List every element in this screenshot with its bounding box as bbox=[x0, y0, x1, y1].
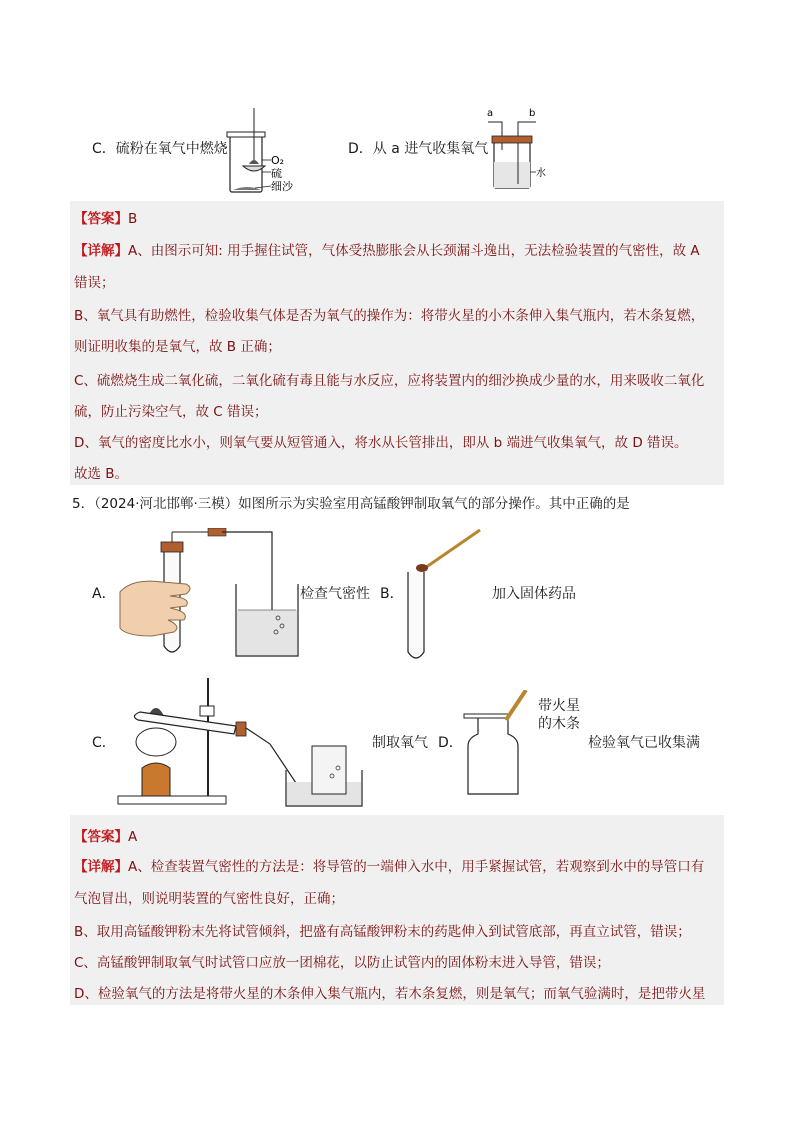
gas-collection-bottle-figure bbox=[484, 106, 554, 190]
water-label: 水 bbox=[536, 168, 546, 179]
q5-option-b-letter: B． bbox=[380, 586, 404, 602]
q4-answer-block bbox=[70, 201, 724, 485]
q5-option-a-letter: A． bbox=[92, 586, 116, 602]
o2-label: O₂ bbox=[271, 154, 285, 167]
check-full-figure bbox=[460, 690, 530, 796]
detail-line: B、取用高锰酸钾粉末先将试管倾斜，把盛有高锰酸钾粉末的药匙伸入到试管底部，再直立试管，错误； bbox=[74, 924, 691, 940]
detail-line: 错误； bbox=[74, 275, 115, 291]
detail-line: 则证明收集的是氧气，故 B 正确； bbox=[74, 339, 281, 355]
detail-line: B、氧气具有助燃性，检验收集气体是否为氧气的操作为：将带火星的小木条伸入集气瓶内，若木条复燃， bbox=[74, 308, 705, 324]
oxygen-production-figure bbox=[112, 672, 370, 810]
detail-tag: 【详解】 bbox=[74, 859, 128, 875]
sand-label: 细沙 bbox=[271, 180, 293, 193]
detail-line: C、高锰酸钾制取氧气时试管口应放一团棉花，以防止试管内的固体粉末进入导管，错误； bbox=[74, 955, 610, 971]
answer-tag: 【答案】 bbox=[74, 829, 128, 845]
airtightness-check-figure bbox=[112, 528, 302, 662]
detail-line: 硫，防止污染空气，故 C 错误； bbox=[74, 404, 268, 420]
detail-line: A、检查装置气密性的方法是：将导管的一端伸入水中，用手紧握试管，若观察到水中的导管口有 bbox=[128, 859, 705, 875]
sulfur-label: 硫 bbox=[271, 167, 282, 180]
answer-value: A bbox=[128, 829, 138, 845]
detail-line: 故选 B。 bbox=[74, 466, 129, 482]
q4-option-c-label: C．硫粉在氧气中燃烧 bbox=[92, 141, 228, 157]
detail-tag: 【详解】 bbox=[74, 243, 128, 259]
detail-line: C、硫燃烧生成二氧化硫，二氧化硫有毒且能与水反应，应将装置内的细沙换成少量的水，用来吸收二氧化 bbox=[74, 373, 705, 389]
q5-option-a-text: 检查气密性 bbox=[300, 586, 370, 602]
detail-line: D、氧气的密度比水小，则氧气要从短管通入，将水从长管排出，即从 b 端进气收集氧气，故 D 错误。 bbox=[74, 435, 688, 451]
glowing-splint-label-2: 的木条 bbox=[538, 716, 580, 732]
tube-a-label: a bbox=[487, 108, 494, 119]
sulfur-burning-figure bbox=[225, 104, 305, 196]
q5-stem: 5．（2024·河北邯郸·三模）如图所示为实验室用高锰酸钾制取氧气的部分操作。其中正确的是 bbox=[72, 496, 630, 512]
answer-tag: 【答案】 bbox=[74, 211, 128, 227]
q5-option-d-text: 检验氧气已收集满 bbox=[588, 735, 700, 751]
q5-option-b-text: 加入固体药品 bbox=[492, 586, 576, 602]
detail-line: 气泡冒出，则说明装置的气密性良好，正确； bbox=[74, 891, 344, 907]
detail-line: A、由图示可知: 用手握住试管，气体受热膨胀会从长颈漏斗逸出，无法检验装置的气密性，故 A bbox=[128, 243, 700, 259]
glowing-splint-label-1: 带火星 bbox=[538, 698, 580, 714]
q5-option-d-letter: D． bbox=[438, 735, 463, 751]
answer-value: B bbox=[128, 211, 138, 227]
tube-b-label: b bbox=[529, 108, 536, 119]
detail-line: D、检验氧气的方法是将带火星的木条伸入集气瓶内，若木条复燃，则是氧气；而氧气验满时，是把带火星 bbox=[74, 986, 706, 1002]
q5-option-c-text: 制取氧气 bbox=[372, 735, 428, 751]
add-solid-figure bbox=[400, 528, 490, 664]
q4-option-d-label: D．从 a 进气收集氧气 bbox=[348, 141, 489, 157]
q5-answer-block bbox=[70, 815, 724, 1005]
q5-option-c-letter: C． bbox=[92, 735, 116, 751]
